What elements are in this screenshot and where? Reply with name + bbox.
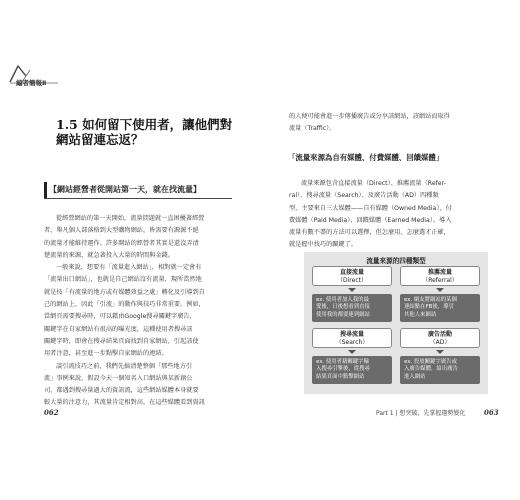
section-heading <box>44 182 232 198</box>
example-line: ex. 使用者加入我的最 <box>316 297 369 303</box>
example-line: 連結點在FB後，導引 <box>404 304 454 311</box>
section-heading-text: 【網站經營者從開站第一天，就在找流量】 <box>49 185 201 194</box>
paragraph-line: 流量（Traffic）。 <box>289 125 336 133</box>
paragraph-line: 從經營網站的第一天開始，流量問題就一直困擾著經營 <box>56 215 205 222</box>
paragraph-line: 的人便可能會進一步傳播廣告或分享該網站，該網站而取得 <box>289 113 450 120</box>
search-traffic-label <box>312 328 392 348</box>
paragraph-line: 流量有數不盡的方法可以選擇，但怎麼用、怎麼選才正確， <box>289 229 450 237</box>
direct-name-zh: 直接流量 <box>339 269 364 276</box>
paragraph-line: 關鍵字時，即會在搜尋結果頁面找到自家網站，引起該使 <box>44 337 199 345</box>
ad-name-en: （AD） <box>429 339 451 346</box>
paragraph-line: 用者注意，甚至進一步點擊自家網站的連結。 <box>44 350 168 358</box>
paragraph-line: 較大量的注意力，其流量肯定相對高，在這些媒體看到資訊 <box>44 399 205 407</box>
referral-name-en: （Referral） <box>422 277 458 284</box>
paragraph-line: 談引流技巧之前，我們先搞清楚整個「那些地方引 <box>56 362 193 370</box>
right-page <box>260 0 520 500</box>
search-name-en: （Search） <box>335 339 369 346</box>
heading-bar <box>44 182 47 198</box>
example-line: 入搜尋引擎後，從搜尋 <box>316 366 370 373</box>
referral-traffic-label <box>400 266 480 286</box>
example-line: ex. 使用者藉關鍵字輸 <box>316 359 369 365</box>
chapter-title: 1.5 如何留下使用者，讓他們對網站留連忘返？ <box>56 117 233 147</box>
ad-name-zh: 廣告活動 <box>427 331 452 338</box>
paragraph-line: 流」事例來說，假設今天一個知名入口網站與某新創公 <box>44 374 193 382</box>
paragraph-line: 楚流量的來源，就急著投入大量的時間與金錢。 <box>44 251 174 259</box>
paragraph-line: 就是按「有流量的地方或有媒體效益之處」轉化及引導到自 <box>44 288 205 296</box>
search-traffic-example <box>312 356 392 384</box>
arrow-down-icon <box>436 350 444 354</box>
left-body-text <box>44 213 234 410</box>
traffic-sources-diagram <box>304 252 488 394</box>
example-line: 入廣告媒體，給出廣告 <box>404 366 458 373</box>
paragraph-line: 當網頁需要搜尋時，可以藉由Google搜尋關鍵字廣告， <box>44 313 196 321</box>
direct-traffic-example <box>312 294 392 322</box>
paragraph-line: 就是握中找巧的關鍵了。 <box>289 241 358 249</box>
ad-campaign-label <box>400 328 480 348</box>
direct-traffic-label <box>312 266 392 286</box>
paragraph-line: 型，主要來自三大媒體——自有媒體（Owned Media）、付 <box>289 204 452 212</box>
paragraph-line: 流量來源包含直接流量（Direct）、推薦流量（Refer- <box>301 180 446 187</box>
paragraph-line: 者，舉凡個人部落格到大型購物網站，皆需要有源源不絕 <box>44 227 199 235</box>
paragraph-line: 己的網站上，因此「引流」的動作與技巧非常重要。例如， <box>44 301 205 309</box>
search-name-zh: 搜尋流量 <box>339 331 364 338</box>
running-footer: Part 1 | 想突破，先掌握趨勢變化 <box>376 410 466 417</box>
pull-quote: 「流量來源為自有媒體、付費媒體、回饋媒體」 <box>288 153 444 162</box>
example-line: 愛後，日後想看到直接 <box>316 304 370 311</box>
paragraph-line: ral）、搜尋流量（Search）、及廣告活動（AD）四種類 <box>289 192 439 200</box>
example-line: ex. 網友將網站的某個 <box>404 297 457 303</box>
direct-name-en: （Direct） <box>337 277 367 284</box>
example-line: 使用我的都要連到網站 <box>316 311 370 318</box>
example-line: 結果頁面中點擊網站 <box>316 373 365 380</box>
right-top-text <box>289 111 485 136</box>
referral-traffic-example <box>400 294 480 322</box>
right-mid-text <box>289 178 485 252</box>
page-number-right: 063 <box>484 408 499 417</box>
page-number-left: 062 <box>44 408 59 417</box>
example-line: 進入網站 <box>404 373 426 380</box>
example-line: 其他人來網站 <box>404 311 437 318</box>
diagram-title: 流量來源的四種類型 <box>366 257 426 265</box>
paragraph-line: 費媒體（Paid Media）、回饋媒體（Earned Media）。導入 <box>289 216 452 224</box>
paragraph-line: 關鍵字在自家網站有很高的曝光度，這種使用者搜尋該 <box>44 325 193 333</box>
arrow-down-icon <box>436 288 444 292</box>
paragraph-line: 一般來說，想要有「流量進入網站」，相對就一定會有 <box>56 264 202 272</box>
paragraph-line: 司，都遇到搜尋量過大的資訊流，這些網站媒體本身就要 <box>44 387 199 395</box>
paragraph-line: 的流量才能維持運作。許多開站的經營者其實是還沒弄清 <box>44 239 199 247</box>
arrow-down-icon <box>348 350 356 354</box>
example-line: ex. 投放關鍵字廣告或 <box>404 359 457 365</box>
running-header-label: 編者簡報Ⅱ <box>16 79 47 87</box>
referral-name-zh: 推薦流量 <box>427 269 452 276</box>
ad-campaign-example <box>400 356 480 384</box>
arrow-down-icon <box>348 288 356 292</box>
paragraph-line: 「流量出口網站」，也就是自己網站沒有流量，現所當然地 <box>44 276 202 284</box>
heading-rule <box>44 198 232 199</box>
